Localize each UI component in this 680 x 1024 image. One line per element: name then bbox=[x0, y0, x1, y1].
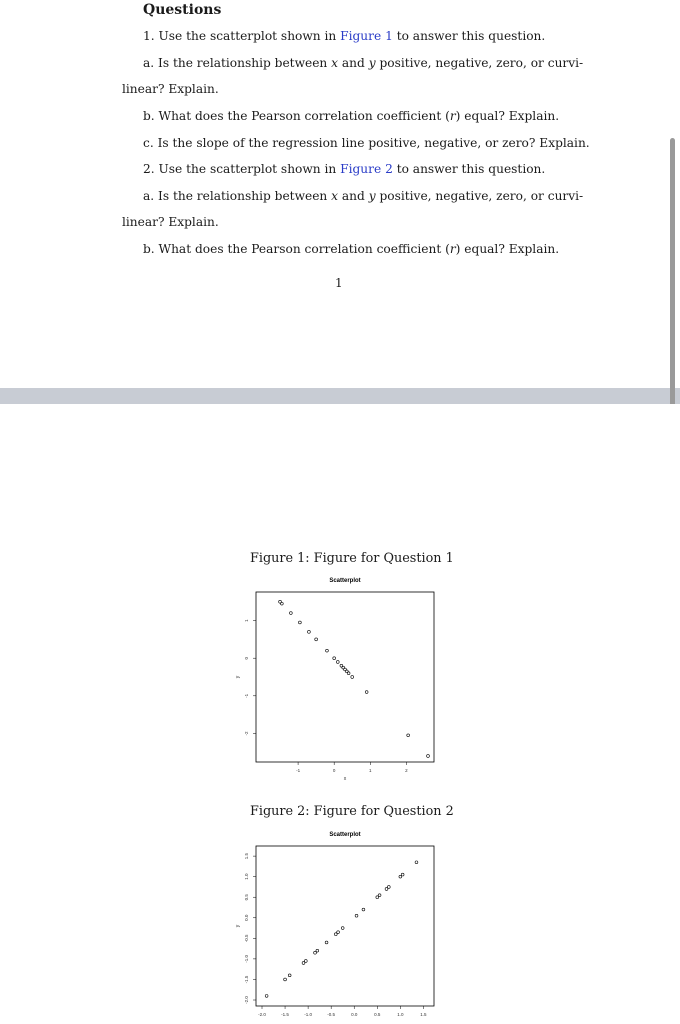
figure-1-link[interactable]: Figure 1 bbox=[340, 29, 393, 43]
data-point bbox=[288, 974, 291, 977]
x-tick-label: -1.5 bbox=[281, 1012, 289, 1017]
data-point bbox=[325, 941, 328, 944]
data-point bbox=[351, 676, 354, 679]
data-point bbox=[336, 661, 339, 664]
x-tick-label: 2 bbox=[405, 768, 408, 773]
data-point bbox=[289, 612, 292, 615]
data-point bbox=[334, 933, 337, 936]
y-axis-label: y bbox=[235, 675, 241, 679]
y-tick-label: 1.5 bbox=[244, 852, 249, 860]
y-tick-label: 0.5 bbox=[244, 894, 249, 901]
data-point bbox=[304, 960, 307, 963]
x-tick-label: 1 bbox=[369, 768, 372, 773]
data-point bbox=[378, 894, 381, 897]
y-tick-label: 0 bbox=[244, 656, 249, 660]
q2b-post: ) equal? Explain. bbox=[455, 242, 560, 256]
data-point bbox=[314, 951, 317, 954]
question-1a-line2: linear? Explain. bbox=[122, 82, 219, 96]
data-point bbox=[399, 875, 402, 878]
data-point bbox=[326, 649, 329, 652]
data-point bbox=[298, 621, 301, 624]
question-2a-line2: linear? Explain. bbox=[122, 215, 219, 229]
q2b-var-r: r bbox=[449, 242, 456, 256]
figure-2-scatterplot bbox=[226, 826, 446, 1024]
x-tick-label: 0.0 bbox=[351, 1012, 358, 1017]
figure-2-link[interactable]: Figure 2 bbox=[340, 162, 393, 176]
x-tick-label: 1.0 bbox=[397, 1012, 404, 1017]
x-tick-label: 0 bbox=[332, 768, 336, 773]
q2a-post: positive, negative, zero, or curvi- bbox=[375, 189, 584, 203]
y-tick-label: 1.0 bbox=[244, 873, 249, 880]
data-point bbox=[355, 914, 358, 917]
data-point bbox=[341, 927, 344, 930]
q2a-var-x: x bbox=[331, 189, 339, 203]
q2-lead: 2. Use the scatterplot shown in bbox=[143, 162, 341, 176]
x-tick-label: -0.5 bbox=[327, 1012, 336, 1017]
q1b-pre: b. What does the Pearson correlation coefficient ( bbox=[143, 109, 450, 123]
data-point bbox=[427, 755, 430, 758]
plot-title: Scatterplot bbox=[329, 832, 361, 838]
data-point bbox=[401, 873, 404, 876]
x-tick-label: -1 bbox=[296, 768, 301, 773]
q2a-var-y: y bbox=[368, 189, 376, 203]
x-tick-label: 0.5 bbox=[374, 1012, 381, 1017]
data-point bbox=[308, 630, 311, 633]
document-page-2 bbox=[0, 404, 680, 1024]
data-point bbox=[365, 691, 368, 694]
data-point bbox=[316, 949, 319, 952]
figure-1-scatterplot bbox=[226, 572, 446, 802]
q1a-var-x: x bbox=[331, 56, 339, 70]
q1a-pre: a. Is the relationship between bbox=[143, 56, 332, 70]
data-point bbox=[265, 994, 268, 997]
q2a-and: and bbox=[338, 189, 369, 203]
q1a-var-y: y bbox=[368, 56, 376, 70]
question-1a bbox=[143, 56, 583, 70]
y-axis-label: y bbox=[235, 924, 241, 928]
y-tick-label: -1.0 bbox=[244, 955, 249, 963]
question-1c: c. Is the slope of the regression line positive, negative, or zero? Explain. bbox=[143, 136, 590, 150]
question-2a bbox=[143, 189, 583, 203]
section-heading: Questions bbox=[143, 2, 222, 18]
x-tick-label: -1.0 bbox=[304, 1012, 312, 1017]
data-point bbox=[302, 962, 305, 965]
data-point bbox=[385, 888, 388, 891]
y-tick-label: -2.0 bbox=[244, 996, 249, 1004]
document-page-1 bbox=[0, 0, 680, 388]
y-tick-label: 0.0 bbox=[244, 914, 249, 921]
data-point bbox=[347, 672, 350, 675]
plot-title: Scatterplot bbox=[329, 578, 361, 584]
data-point bbox=[333, 657, 336, 660]
x-axis-label: x bbox=[343, 776, 347, 782]
data-point bbox=[337, 931, 340, 934]
q2b-pre: b. What does the Pearson correlation coefficient ( bbox=[143, 242, 450, 256]
y-tick-label: 1 bbox=[244, 619, 249, 622]
data-point bbox=[407, 734, 410, 737]
data-point bbox=[315, 638, 318, 641]
y-tick-label: -2 bbox=[244, 731, 249, 736]
question-2b bbox=[143, 242, 559, 256]
q1-tail: to answer this question. bbox=[392, 29, 546, 43]
data-point bbox=[387, 886, 390, 889]
y-tick-label: -1.5 bbox=[244, 975, 249, 984]
question-1 bbox=[143, 29, 545, 43]
page-separator bbox=[0, 388, 680, 404]
q1b-post: ) equal? Explain. bbox=[455, 109, 560, 123]
y-tick-label: -1 bbox=[244, 693, 249, 698]
page-number: 1 bbox=[335, 276, 343, 290]
figure-2-caption: Figure 2: Figure for Question 2 bbox=[250, 804, 454, 819]
data-point bbox=[284, 978, 287, 981]
data-point bbox=[415, 861, 418, 864]
q1-lead: 1. Use the scatterplot shown in bbox=[143, 29, 341, 43]
data-point bbox=[376, 896, 379, 899]
x-tick-label: -2.0 bbox=[258, 1012, 266, 1017]
y-tick-label: -0.5 bbox=[244, 934, 249, 943]
question-2 bbox=[143, 162, 545, 176]
question-1b bbox=[143, 109, 559, 123]
figure-1-caption: Figure 1: Figure for Question 1 bbox=[250, 551, 454, 566]
x-tick-label: 1.5 bbox=[420, 1012, 427, 1017]
q1b-var-r: r bbox=[449, 109, 456, 123]
q2a-pre: a. Is the relationship between bbox=[143, 189, 332, 203]
q1a-post: positive, negative, zero, or curvi- bbox=[375, 56, 584, 70]
q2-tail: to answer this question. bbox=[392, 162, 546, 176]
plot-frame bbox=[256, 846, 434, 1006]
data-point bbox=[362, 908, 365, 911]
data-point bbox=[280, 602, 283, 605]
q1a-and: and bbox=[338, 56, 369, 70]
